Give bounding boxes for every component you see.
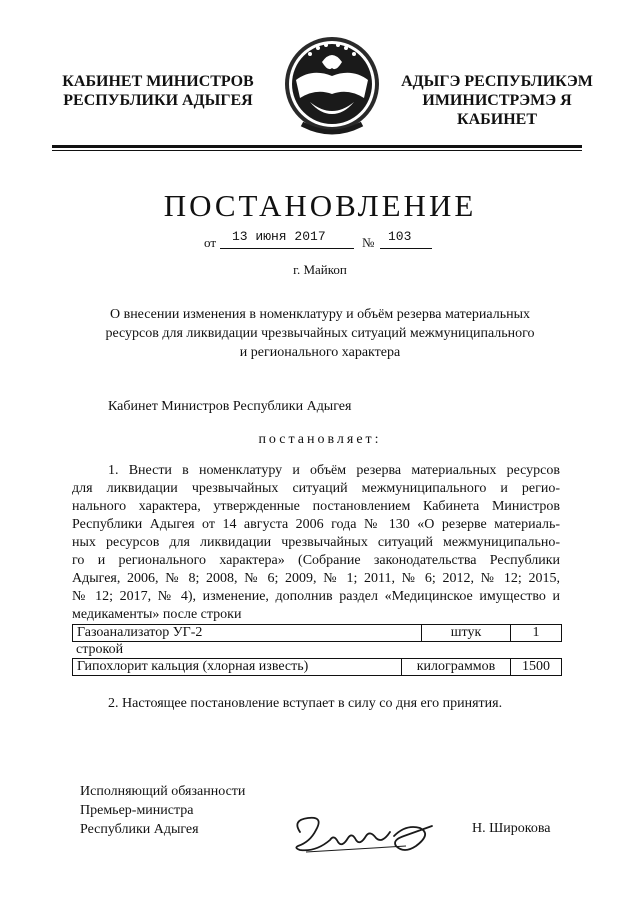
number-value: 103 <box>388 229 412 244</box>
header-left-line1: КАБИНЕТ МИНИСТРОВ <box>62 73 254 90</box>
subject-line-3: и регионального характера <box>239 345 401 360</box>
number-underline <box>380 248 432 249</box>
signature-block <box>80 782 245 839</box>
paragraph-1-line: № 12; 2017, № 4), изменение, дополнив раздел «Медицинское имущество и <box>72 589 560 604</box>
header-divider-thin <box>52 150 582 151</box>
paragraph-1-line: Республики Адыгея от 14 августа 2006 года № 130 «О резерве материаль- <box>72 517 560 532</box>
document-title: ПОСТАНОВЛЕНИЕ <box>163 188 477 223</box>
city: г. Майкоп <box>293 262 347 277</box>
items-table-row1 <box>72 624 562 642</box>
header-left <box>48 72 268 110</box>
signature-title-line3: Республики Адыгея <box>80 822 199 837</box>
subject-line-2: ресурсов для ликвидации чрезвычайных ситуаций межмуниципального <box>105 326 535 341</box>
item-name-cell: Гипохлорит кальция (хлорная известь) <box>73 659 402 676</box>
between-word: строкой <box>76 642 124 657</box>
signatory-name: Н. Широкова <box>472 821 551 836</box>
item-qty-cell: 1 <box>511 625 562 642</box>
table-row <box>73 659 562 676</box>
subject-line-1: О внесении изменения в номенклатуру и объём резерва материальных <box>109 307 531 322</box>
header-right-line1: АДЫГЭ РЕСПУБЛИКЭМ <box>401 73 593 90</box>
date-prefix: от <box>204 235 217 250</box>
paragraph-2: 2. Настоящее постановление вступает в силу со дня его принятия. <box>108 696 503 711</box>
paragraph-1-line: 1. Внести в номенклатуру и объём резерва материальных ресурсов <box>108 463 560 478</box>
paragraph-1 <box>72 462 560 624</box>
date-value: 13 июня 2017 <box>232 229 326 244</box>
signature-title-line2: Премьер-министра <box>80 803 194 818</box>
paragraph-1-line: го и регионального характера» (Собрание законодательства Республики <box>72 553 560 568</box>
item-unit-cell: штук <box>422 625 511 642</box>
coat-of-arms-icon <box>282 28 382 140</box>
item-name-cell: Газоанализатор УГ-2 <box>73 625 422 642</box>
item-qty-cell: 1500 <box>511 659 562 676</box>
items-table-row2 <box>72 658 562 676</box>
subject-block <box>60 305 580 362</box>
handwritten-signature <box>286 806 436 862</box>
table-row <box>73 625 562 642</box>
paragraph-1-line: ных ресурсов для ликвидации чрезвычайных ситуаций межмуниципально- <box>72 535 560 550</box>
header-divider-thick <box>52 145 582 148</box>
item-unit-cell: килограммов <box>402 659 511 676</box>
signature-title-line1: Исполняющий обязанности <box>80 784 246 799</box>
issuer: Кабинет Министров Республики Адыгея <box>108 399 352 414</box>
paragraph-1-line: Адыгея, 2006, № 8; 2008, № 6; 2009, № 1; 2011, № 6; 2012, № 12; 2015, <box>72 571 560 586</box>
date-underline <box>220 248 354 249</box>
header-right-line2: ИМИНИСТРЭМЭ Я КАБИНЕТ <box>422 92 572 128</box>
resolves-word: постановляет: <box>258 432 382 447</box>
header-right <box>382 72 612 129</box>
paragraph-1-line: для ликвидации чрезвычайных ситуаций межмуниципального и регио- <box>72 481 560 496</box>
header-left-line2: РЕСПУБЛИКИ АДЫГЕЯ <box>63 92 253 109</box>
paragraph-1-line: медикаменты» после строки <box>72 607 242 622</box>
paragraph-1-line: нального характера, утвержденные постановлением Кабинета Министров <box>72 499 560 514</box>
number-prefix: № <box>362 235 375 250</box>
